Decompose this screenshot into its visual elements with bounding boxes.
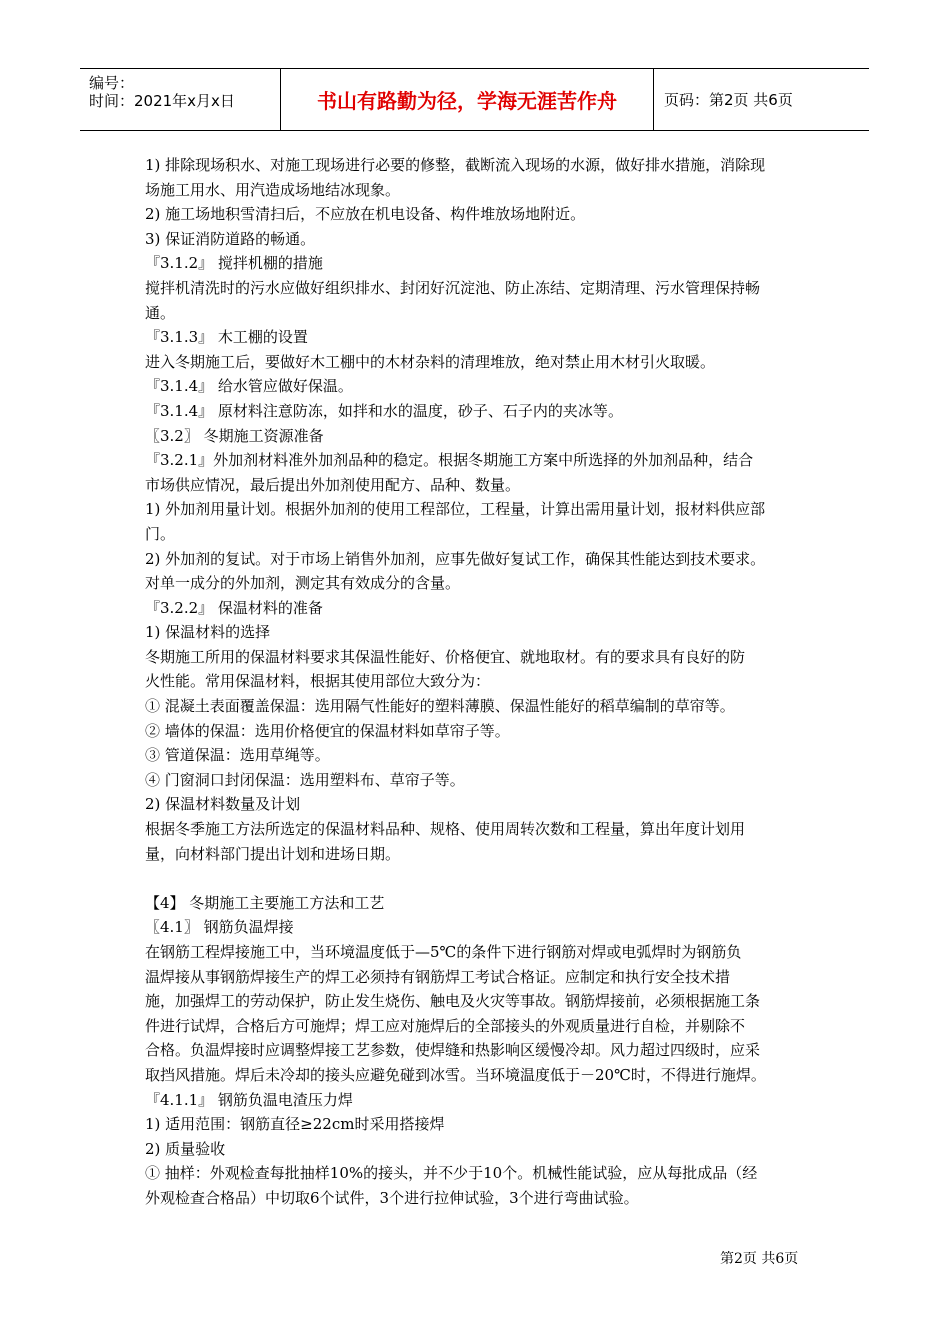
body-line: 搅拌机清洗时的污水应做好组织排水、封闭好沉淀池、防止冻结、定期清理、污水管理保持畅: [145, 278, 761, 297]
body-line: 温焊接从事钢筋焊接生产的焊工必须持有钢筋焊工考试合格证。应制定和执行安全技术措: [145, 967, 731, 986]
body-line: ① 混凝土表面覆盖保温：选用隔气性能好的塑料薄膜、保温性能好的稻草编制的草帘等。: [145, 697, 735, 716]
body-line: 2) 施工场地积雪清扫后，不应放在机电设备、构件堆放场地附近。: [145, 205, 586, 224]
body-line: ② 墙体的保温：选用价格便宜的保温材料如草帘子等。: [145, 721, 510, 740]
page-footer: 第2页 共6页: [720, 1251, 799, 1267]
body-line: 『3.1.4』 原材料注意防冻，如拌和水的温度，砂子、石子内的夹冰等。: [145, 401, 623, 420]
body-line: ① 抽样：外观检查每批抽样10%的接头，并不少于10个。机械性能试验，应从每批成品（经: [145, 1164, 758, 1183]
blank-line: [145, 866, 813, 891]
body-line: 〖4.1〗 钢筋负温焊接: [145, 918, 294, 937]
body-line: 施，加强焊工的劳动保护，防止发生烧伤、触电及火灾等事故。钢筋焊接前，必须根据施工条: [145, 992, 761, 1011]
body-line: 对单一成分的外加剂，测定其有效成分的含量。: [145, 574, 461, 593]
body-line: 『3.1.4』 给水管应做好保温。: [145, 377, 353, 396]
body-line: 1) 适用范围：钢筋直径≥22cm时采用搭接焊: [145, 1115, 445, 1134]
body-line: 在钢筋工程焊接施工中，当环境温度低于—5℃的条件下进行钢筋对焊或电弧焊时为钢筋负: [145, 943, 742, 961]
body-line: 合格。负温焊接时应调整焊接工艺参数，使焊缝和热影响区缓慢冷却。风力超过四级时，应采: [145, 1041, 761, 1060]
body-line: 『3.1.3』 木工棚的设置: [145, 328, 308, 347]
header-motto: 书山有路勤为径，学海无涯苦作舟: [281, 69, 654, 130]
body-line: 冬期施工所用的保温材料要求其保温性能好、价格便宜、就地取材。有的要求具有良好的防: [145, 647, 746, 666]
body-line: 场施工用水、用汽造成场地结冰现象。: [145, 180, 401, 199]
body-line: 件进行试焊，合格后方可施焊；焊工应对施焊后的全部接头的外观质量进行自检，并剔除不: [145, 1016, 746, 1035]
document-body: [145, 153, 813, 1211]
body-line: 火性能。常用保温材料，根据其使用部位大致分为：: [145, 672, 491, 691]
body-line: 『4.1.1』 钢筋负温电渣压力焊: [145, 1090, 353, 1109]
body-line: 1) 外加剂用量计划。根据外加剂的使用工程部位，工程量，计算出需用量计划，报材料供应部: [145, 500, 766, 519]
body-line: 进入冬期施工后，要做好木工棚中的木材杂料的清理堆放，绝对禁止用木材引火取暖。: [145, 352, 716, 371]
header-page-number: 页码：第2页 共6页: [664, 91, 793, 109]
body-line: 『3.2.2』 保温材料的准备: [145, 598, 323, 617]
document-date: 时间：2021年x月x日: [89, 92, 235, 110]
body-line: 3) 保证消防道路的畅通。: [145, 229, 316, 248]
page-header: [80, 68, 869, 131]
document-number: 编号：: [89, 74, 135, 92]
body-line: 2) 保温材料数量及计划: [145, 795, 301, 814]
body-line: 『3.2.1』外加剂材料准外加剂品种的稳定。根据冬期施工方案中所选择的外加剂品种，结合: [145, 451, 754, 470]
body-line: 1) 保温材料的选择: [145, 623, 271, 642]
body-line: ④ 门窗洞口封闭保温：选用塑料布、草帘子等。: [145, 770, 465, 789]
body-line: ③ 管道保温：选用草绳等。: [145, 746, 330, 765]
body-line: 取挡风措施。焊后未冷却的接头应避免碰到冰雪。当环境温度低于－20℃时，不得进行施焊。: [145, 1065, 766, 1084]
body-line: 〖3.2〗 冬期施工资源准备: [145, 426, 324, 445]
body-line: 市场供应情况，最后提出外加剂使用配方、品种、数量。: [145, 475, 521, 494]
body-line: 【4】 冬期施工主要施工方法和工艺: [145, 893, 385, 912]
body-line: 门。: [145, 524, 176, 543]
body-line: 2) 外加剂的复试。对于市场上销售外加剂，应事先做好复试工作，确保其性能达到技术要求。: [145, 549, 766, 568]
body-line: 量，向材料部门提出计划和进场日期。: [145, 844, 401, 863]
body-line: 『3.1.2』 搅拌机棚的措施: [145, 254, 323, 273]
header-meta: [80, 69, 281, 130]
body-line: 外观检查合格品）中切取6个试件，3个进行拉伸试验，3个进行弯曲试验。: [145, 1188, 639, 1207]
body-line: 2) 质量验收: [145, 1139, 226, 1158]
body-line: 1) 排除现场积水、对施工现场进行必要的修整，截断流入现场的水源，做好排水措施，消除现: [145, 156, 766, 174]
body-line: 通。: [145, 303, 176, 322]
body-line: 根据冬季施工方法所选定的保温材料品种、规格、使用周转次数和工程量，算出年度计划用: [145, 820, 746, 839]
